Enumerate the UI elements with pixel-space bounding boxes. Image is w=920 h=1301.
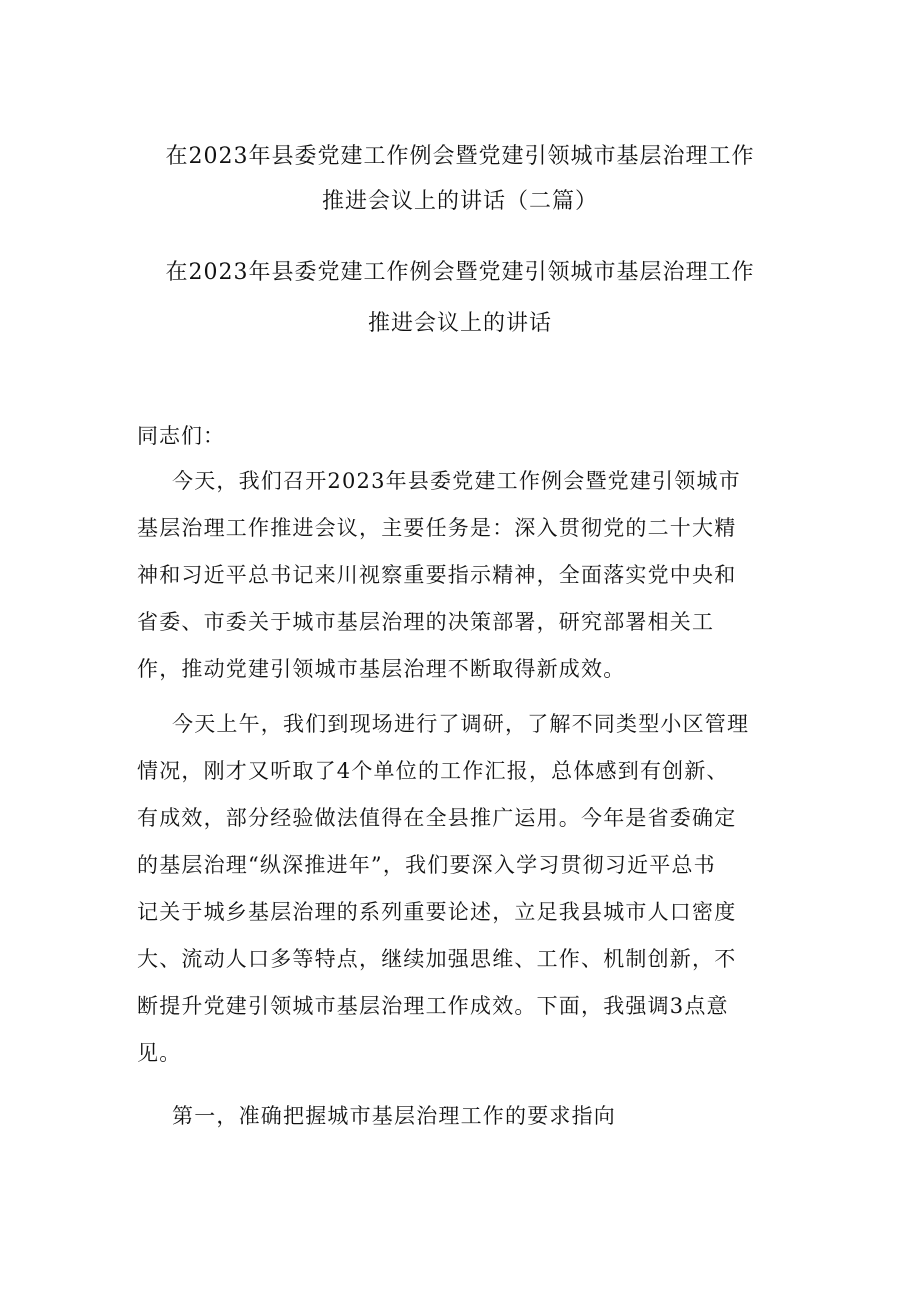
speech-title-line-1: 在2023年县委党建工作例会暨党建引领城市基层治理工作 bbox=[165, 260, 755, 285]
paragraph-2-line-1: 今天上午，我们到现场进行了调研，了解不同类型小区管理 bbox=[172, 712, 750, 736]
paragraph-1-line-3: 神和习近平总书记来川视察重要指示精神，全面落实党中央和 bbox=[137, 563, 737, 587]
paragraph-2-line-4: 的基层治理“纵深推进年”，我们要深入学习贯彻习近平总书 bbox=[137, 853, 716, 877]
paragraph-1-line-2: 基层治理工作推进会议，主要任务是：深入贯彻党的二十大精 bbox=[137, 516, 737, 540]
paragraph-1-line-4: 省委、市委关于城市基层治理的决策部署，研究部署相关工 bbox=[137, 610, 715, 634]
salutation: 同志们： bbox=[137, 424, 225, 448]
paragraph-1-line-5: 作，推动党建引领城市基层治理不断取得新成效。 bbox=[137, 657, 626, 681]
speech-title-line-2: 推进会议上的讲话 bbox=[367, 311, 552, 336]
document-title-line-1: 在2023年县委党建工作例会暨党建引领城市基层治理工作 bbox=[165, 144, 755, 169]
paragraph-1-line-1: 今天，我们召开2023年县委党建工作例会暨党建引领城市 bbox=[172, 469, 741, 493]
paragraph-2-line-7: 断提升党建引领城市基层治理工作成效。下面，我强调3点意 bbox=[137, 994, 729, 1018]
section-heading-1: 第一，准确把握城市基层治理工作的要求指向 bbox=[172, 1104, 616, 1128]
paragraph-2-line-3: 有成效，部分经验做法值得在全县推广运用。今年是省委确定 bbox=[137, 806, 737, 830]
paragraph-2-line-6: 大、流动人口多等特点，继续加强思维、工作、机制创新，不 bbox=[137, 947, 737, 971]
paragraph-2-line-8: 见。 bbox=[137, 1041, 182, 1065]
paragraph-2-line-5: 记关于城乡基层治理的系列重要论述，立足我县城市人口密度 bbox=[137, 900, 737, 924]
document-title-line-2: 推进会议上的讲话（二篇） bbox=[321, 189, 598, 214]
paragraph-2-line-2: 情况，刚才又听取了4个单位的工作汇报，总体感到有创新、 bbox=[137, 759, 729, 783]
